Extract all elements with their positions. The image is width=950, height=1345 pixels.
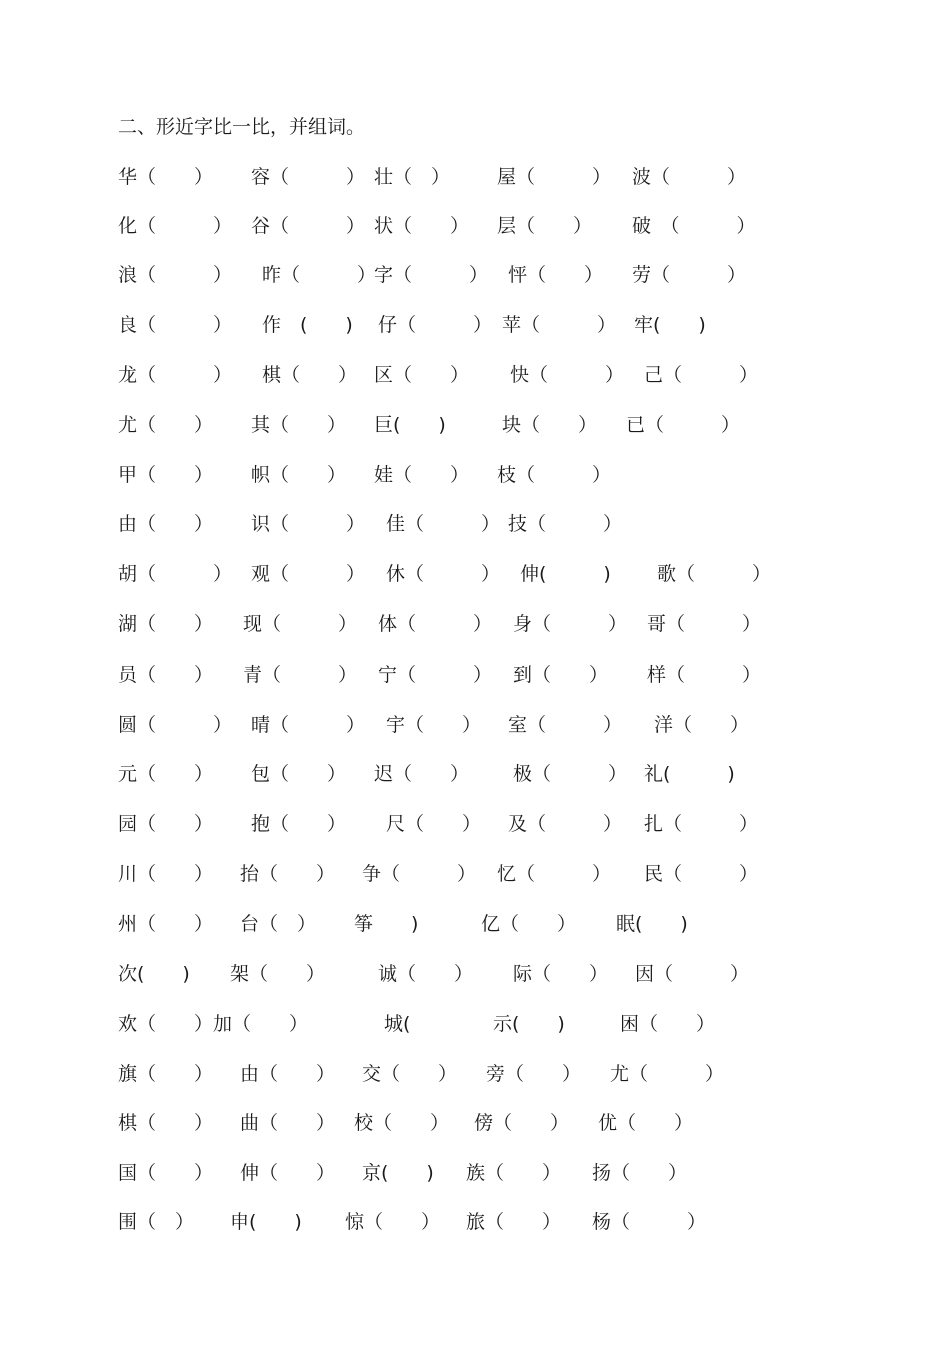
character-entry: 枝（ ） — [497, 464, 612, 486]
character-entry: 伸（ ） — [240, 1162, 336, 1184]
word-row — [0, 260, 950, 290]
character-entry: 元（ ） — [118, 763, 214, 785]
word-row — [0, 410, 950, 440]
word-row — [0, 609, 950, 639]
character-entry: 极（ ） — [513, 763, 628, 785]
character-entry: 破 （ ） — [632, 215, 756, 237]
character-entry: 优（ ） — [598, 1112, 694, 1134]
word-row — [0, 1009, 950, 1039]
character-entry: 怦（ ） — [508, 264, 604, 286]
character-entry: 京( ) — [362, 1162, 434, 1184]
character-entry: 尤（ ） — [118, 414, 214, 436]
character-entry: 州（ ） — [118, 913, 214, 935]
character-entry: 己（ ） — [644, 364, 759, 386]
character-entry: 容（ ） — [251, 166, 366, 188]
character-entry: 抬（ ） — [240, 863, 336, 885]
character-entry: 城( — [384, 1013, 411, 1035]
character-entry: 谷（ ） — [251, 215, 366, 237]
character-entry: 休（ ） — [386, 563, 501, 585]
word-row — [0, 1108, 950, 1138]
word-row — [0, 1207, 950, 1237]
word-row — [0, 909, 950, 939]
character-entry: 其（ ） — [251, 414, 347, 436]
character-entry: 诚（ ） — [378, 963, 474, 985]
word-row — [0, 710, 950, 740]
character-entry: 昨（ ） — [262, 264, 377, 286]
character-entry: 已（ ） — [626, 414, 741, 436]
character-entry: 扬（ ） — [592, 1162, 688, 1184]
character-entry: 伸( ) — [520, 563, 611, 585]
character-entry: 浪（ ） — [118, 264, 233, 286]
character-entry: 惊（ ） — [345, 1211, 441, 1233]
word-row — [0, 360, 950, 390]
character-entry: 曲（ ） — [240, 1112, 336, 1134]
section-title: 二、形近字比一比，并组词。 — [118, 116, 366, 138]
word-row — [0, 1158, 950, 1188]
word-row — [0, 660, 950, 690]
character-entry: 甲（ ） — [118, 464, 214, 486]
character-entry: 民（ ） — [644, 863, 759, 885]
character-entry: 园（ ） — [118, 813, 214, 835]
character-entry: 族（ ） — [466, 1162, 562, 1184]
word-row — [0, 162, 950, 192]
character-entry: 迟（ ） — [374, 763, 470, 785]
character-entry: 娃（ ） — [374, 464, 470, 486]
character-entry: 国（ ） — [118, 1162, 214, 1184]
character-entry: 棋（ ） — [118, 1112, 214, 1134]
character-entry: 眠( ) — [616, 913, 688, 935]
word-row — [0, 310, 950, 340]
character-entry: 因（ ） — [635, 963, 750, 985]
character-entry: 洋（ ） — [654, 714, 750, 736]
character-entry: 现（ ） — [243, 613, 358, 635]
character-entry: 旁（ ） — [486, 1063, 582, 1085]
character-entry: 观（ ） — [251, 563, 366, 585]
character-entry: 体（ ） — [378, 613, 493, 635]
character-entry: 歌（ ） — [657, 563, 772, 585]
character-entry: 牢( ) — [634, 314, 706, 336]
character-entry: 化（ ） — [118, 215, 233, 237]
character-entry: 作 ( ) — [262, 314, 353, 336]
character-entry: 技（ ） — [508, 513, 623, 535]
character-entry: 胡（ ） — [118, 563, 233, 585]
character-entry: 波（ ） — [632, 166, 747, 188]
character-entry: 际（ ） — [513, 963, 609, 985]
character-entry: 筝 ) — [354, 913, 419, 935]
character-entry: 次( ) — [118, 963, 190, 985]
character-entry: 示( ) — [493, 1013, 565, 1035]
character-entry: 样（ ） — [647, 664, 762, 686]
character-entry: 仔（ ） — [378, 314, 493, 336]
character-entry: 宇（ ） — [386, 714, 482, 736]
character-entry: 身（ ） — [513, 613, 628, 635]
word-row — [0, 460, 950, 490]
word-row — [0, 509, 950, 539]
character-entry: 哥（ ） — [647, 613, 762, 635]
character-entry: 屋（ ） — [497, 166, 612, 188]
character-entry: 尤（ ） — [610, 1063, 725, 1085]
character-entry: 申( ) — [230, 1211, 302, 1233]
character-entry: 晴（ ） — [251, 714, 366, 736]
character-entry: 困（ ） — [620, 1013, 716, 1035]
word-row — [0, 759, 950, 789]
word-row — [0, 559, 950, 589]
word-row — [0, 859, 950, 889]
character-entry: 校（ ） — [354, 1112, 450, 1134]
character-entry: 识（ ） — [251, 513, 366, 535]
character-entry: 台（ ） — [240, 913, 317, 935]
character-entry: 字（ ） — [374, 264, 489, 286]
word-row — [0, 211, 950, 241]
character-entry: 尺（ ） — [386, 813, 482, 835]
character-entry: 杨（ ） — [592, 1211, 707, 1233]
character-entry: 状（ ） — [374, 215, 470, 237]
character-entry: 川（ ） — [118, 863, 214, 885]
character-entry: 及（ ） — [508, 813, 623, 835]
character-entry: 到（ ） — [513, 664, 609, 686]
character-entry: 快（ ） — [510, 364, 625, 386]
character-entry: 交（ ） — [362, 1063, 458, 1085]
character-entry: 欢（ ）加（ ） — [118, 1013, 309, 1035]
character-entry: 劳（ ） — [632, 264, 747, 286]
character-entry: 忆（ ） — [497, 863, 612, 885]
character-entry: 室（ ） — [508, 714, 623, 736]
character-entry: 佳（ ） — [386, 513, 501, 535]
character-entry: 扎（ ） — [644, 813, 759, 835]
character-entry: 员（ ） — [118, 664, 214, 686]
character-entry: 壮（ ） — [374, 166, 451, 188]
character-entry: 棋（ ） — [262, 364, 358, 386]
character-entry: 块（ ） — [502, 414, 598, 436]
character-entry: 抱（ ） — [251, 813, 347, 835]
character-entry: 包（ ） — [251, 763, 347, 785]
word-row — [0, 959, 950, 989]
character-entry: 旅（ ） — [466, 1211, 562, 1233]
character-entry: 围（ ） — [118, 1211, 195, 1233]
character-entry: 良（ ） — [118, 314, 233, 336]
character-entry: 由（ ） — [118, 513, 214, 535]
character-entry: 苹（ ） — [502, 314, 617, 336]
character-entry: 宁（ ） — [378, 664, 493, 686]
character-entry: 傍（ ） — [474, 1112, 570, 1134]
character-entry: 巨( ) — [374, 414, 446, 436]
character-entry: 圆（ ） — [118, 714, 233, 736]
character-entry: 架（ ） — [230, 963, 326, 985]
character-entry: 亿（ ） — [481, 913, 577, 935]
character-entry: 由（ ） — [240, 1063, 336, 1085]
character-entry: 龙（ ） — [118, 364, 233, 386]
character-entry: 湖（ ） — [118, 613, 214, 635]
word-row — [0, 1059, 950, 1089]
word-row — [0, 809, 950, 839]
character-entry: 青（ ） — [243, 664, 358, 686]
character-entry: 华（ ） — [118, 166, 214, 188]
character-entry: 区（ ） — [374, 364, 470, 386]
character-entry: 争（ ） — [362, 863, 477, 885]
character-entry: 帜（ ） — [251, 464, 347, 486]
character-entry: 层（ ） — [497, 215, 593, 237]
character-entry: 旗（ ） — [118, 1063, 214, 1085]
character-entry: 礼( ) — [644, 763, 735, 785]
